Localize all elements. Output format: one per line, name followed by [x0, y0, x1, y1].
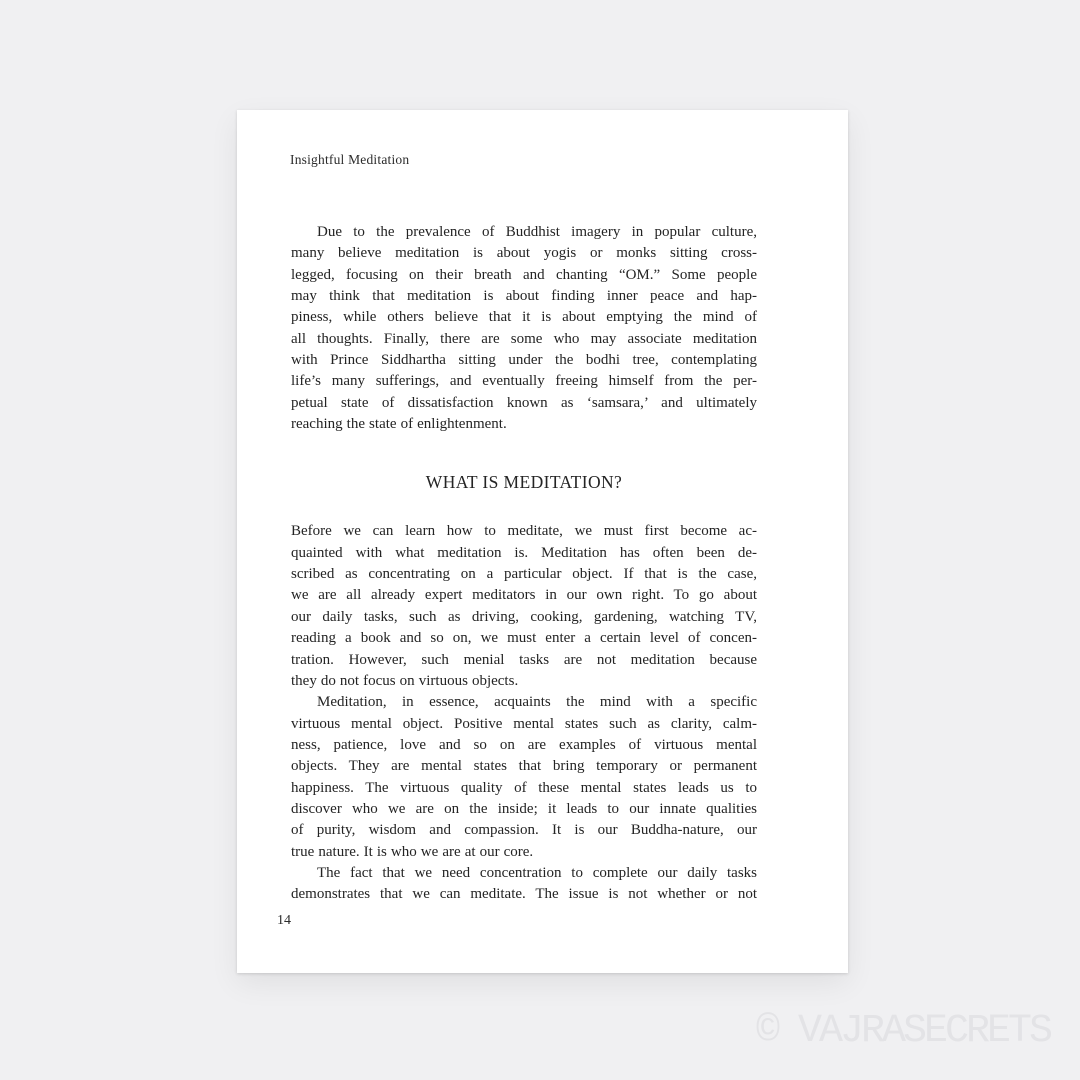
running-head: Insightful Meditation [290, 152, 410, 167]
text-line: with Prince Siddhartha sitting under the bodhi tree, contemplating [291, 352, 757, 369]
section-heading: WHAT IS MEDITATION? [425, 472, 623, 493]
text-line: piness, while others believe that it is about emptying the mind of [291, 309, 757, 326]
text-line: life’s many sufferings, and eventually freeing himself from the per- [291, 373, 757, 390]
text-line: quainted with what meditation is. Meditation has often been de- [291, 544, 757, 561]
text-line: The fact that we need concentration to complete our daily tasks [317, 864, 757, 881]
intro-paragraphs [291, 222, 757, 435]
text-line: legged, focusing on their breath and chanting “OM.” Some people [291, 266, 757, 283]
text-line: happiness. The virtuous quality of these mental states leads us to [291, 779, 757, 796]
text-line: true nature. It is who we are at our core. [291, 843, 534, 860]
text-line: ness, patience, love and so on are examples of virtuous mental [291, 736, 757, 753]
book-page [237, 110, 848, 973]
page-number: 14 [277, 913, 291, 928]
text-line: tration. However, such menial tasks are not meditation because [291, 651, 757, 668]
text-line: virtuous mental object. Positive mental states such as clarity, calm- [291, 715, 757, 732]
text-line: Meditation, in essence, acquaints the mind with a specific [317, 694, 757, 711]
text-line: all thoughts. Finally, there are some who may associate meditation [291, 330, 757, 347]
section-paragraphs [291, 521, 757, 905]
text-block [291, 222, 757, 906]
text-line: we are all already expert meditators in our own right. To go about [291, 587, 757, 604]
text-line: many believe meditation is about yogis or monks sitting cross- [291, 245, 757, 262]
text-line: reaching the state of enlightenment. [291, 416, 507, 433]
text-line: Due to the prevalence of Buddhist imagery in popular culture, [317, 224, 757, 240]
text-line: petual state of dissatisfaction known as ‘samsara,’ and ultimately [291, 394, 757, 411]
paragraph [291, 521, 757, 692]
text-line: may think that meditation is about finding inner peace and hap- [291, 288, 757, 305]
text-line: objects. They are mental states that bring temporary or permanent [291, 758, 757, 775]
text-line: our daily tasks, such as driving, cooking, gardening, watching TV, [291, 608, 757, 625]
text-line: Before we can learn how to meditate, we must first become ac- [291, 523, 757, 540]
text-line: demonstrates that we can meditate. The issue is not whether or not [291, 886, 757, 903]
text-line: discover who we are on the inside; it leads to our innate qualities [291, 800, 757, 817]
watermark: © VAJRASECRETS [755, 1009, 1050, 1054]
text-line: reading a book and so on, we must enter a certain level of concen- [291, 630, 757, 647]
text-line: scribed as concentrating on a particular object. If that is the case, [291, 566, 757, 583]
paragraph [291, 222, 757, 435]
text-line: of purity, wisdom and compassion. It is our Buddha-nature, our [291, 822, 757, 839]
text-line: they do not focus on virtuous objects. [291, 672, 519, 689]
paragraph [291, 692, 757, 863]
paragraph [291, 863, 757, 906]
